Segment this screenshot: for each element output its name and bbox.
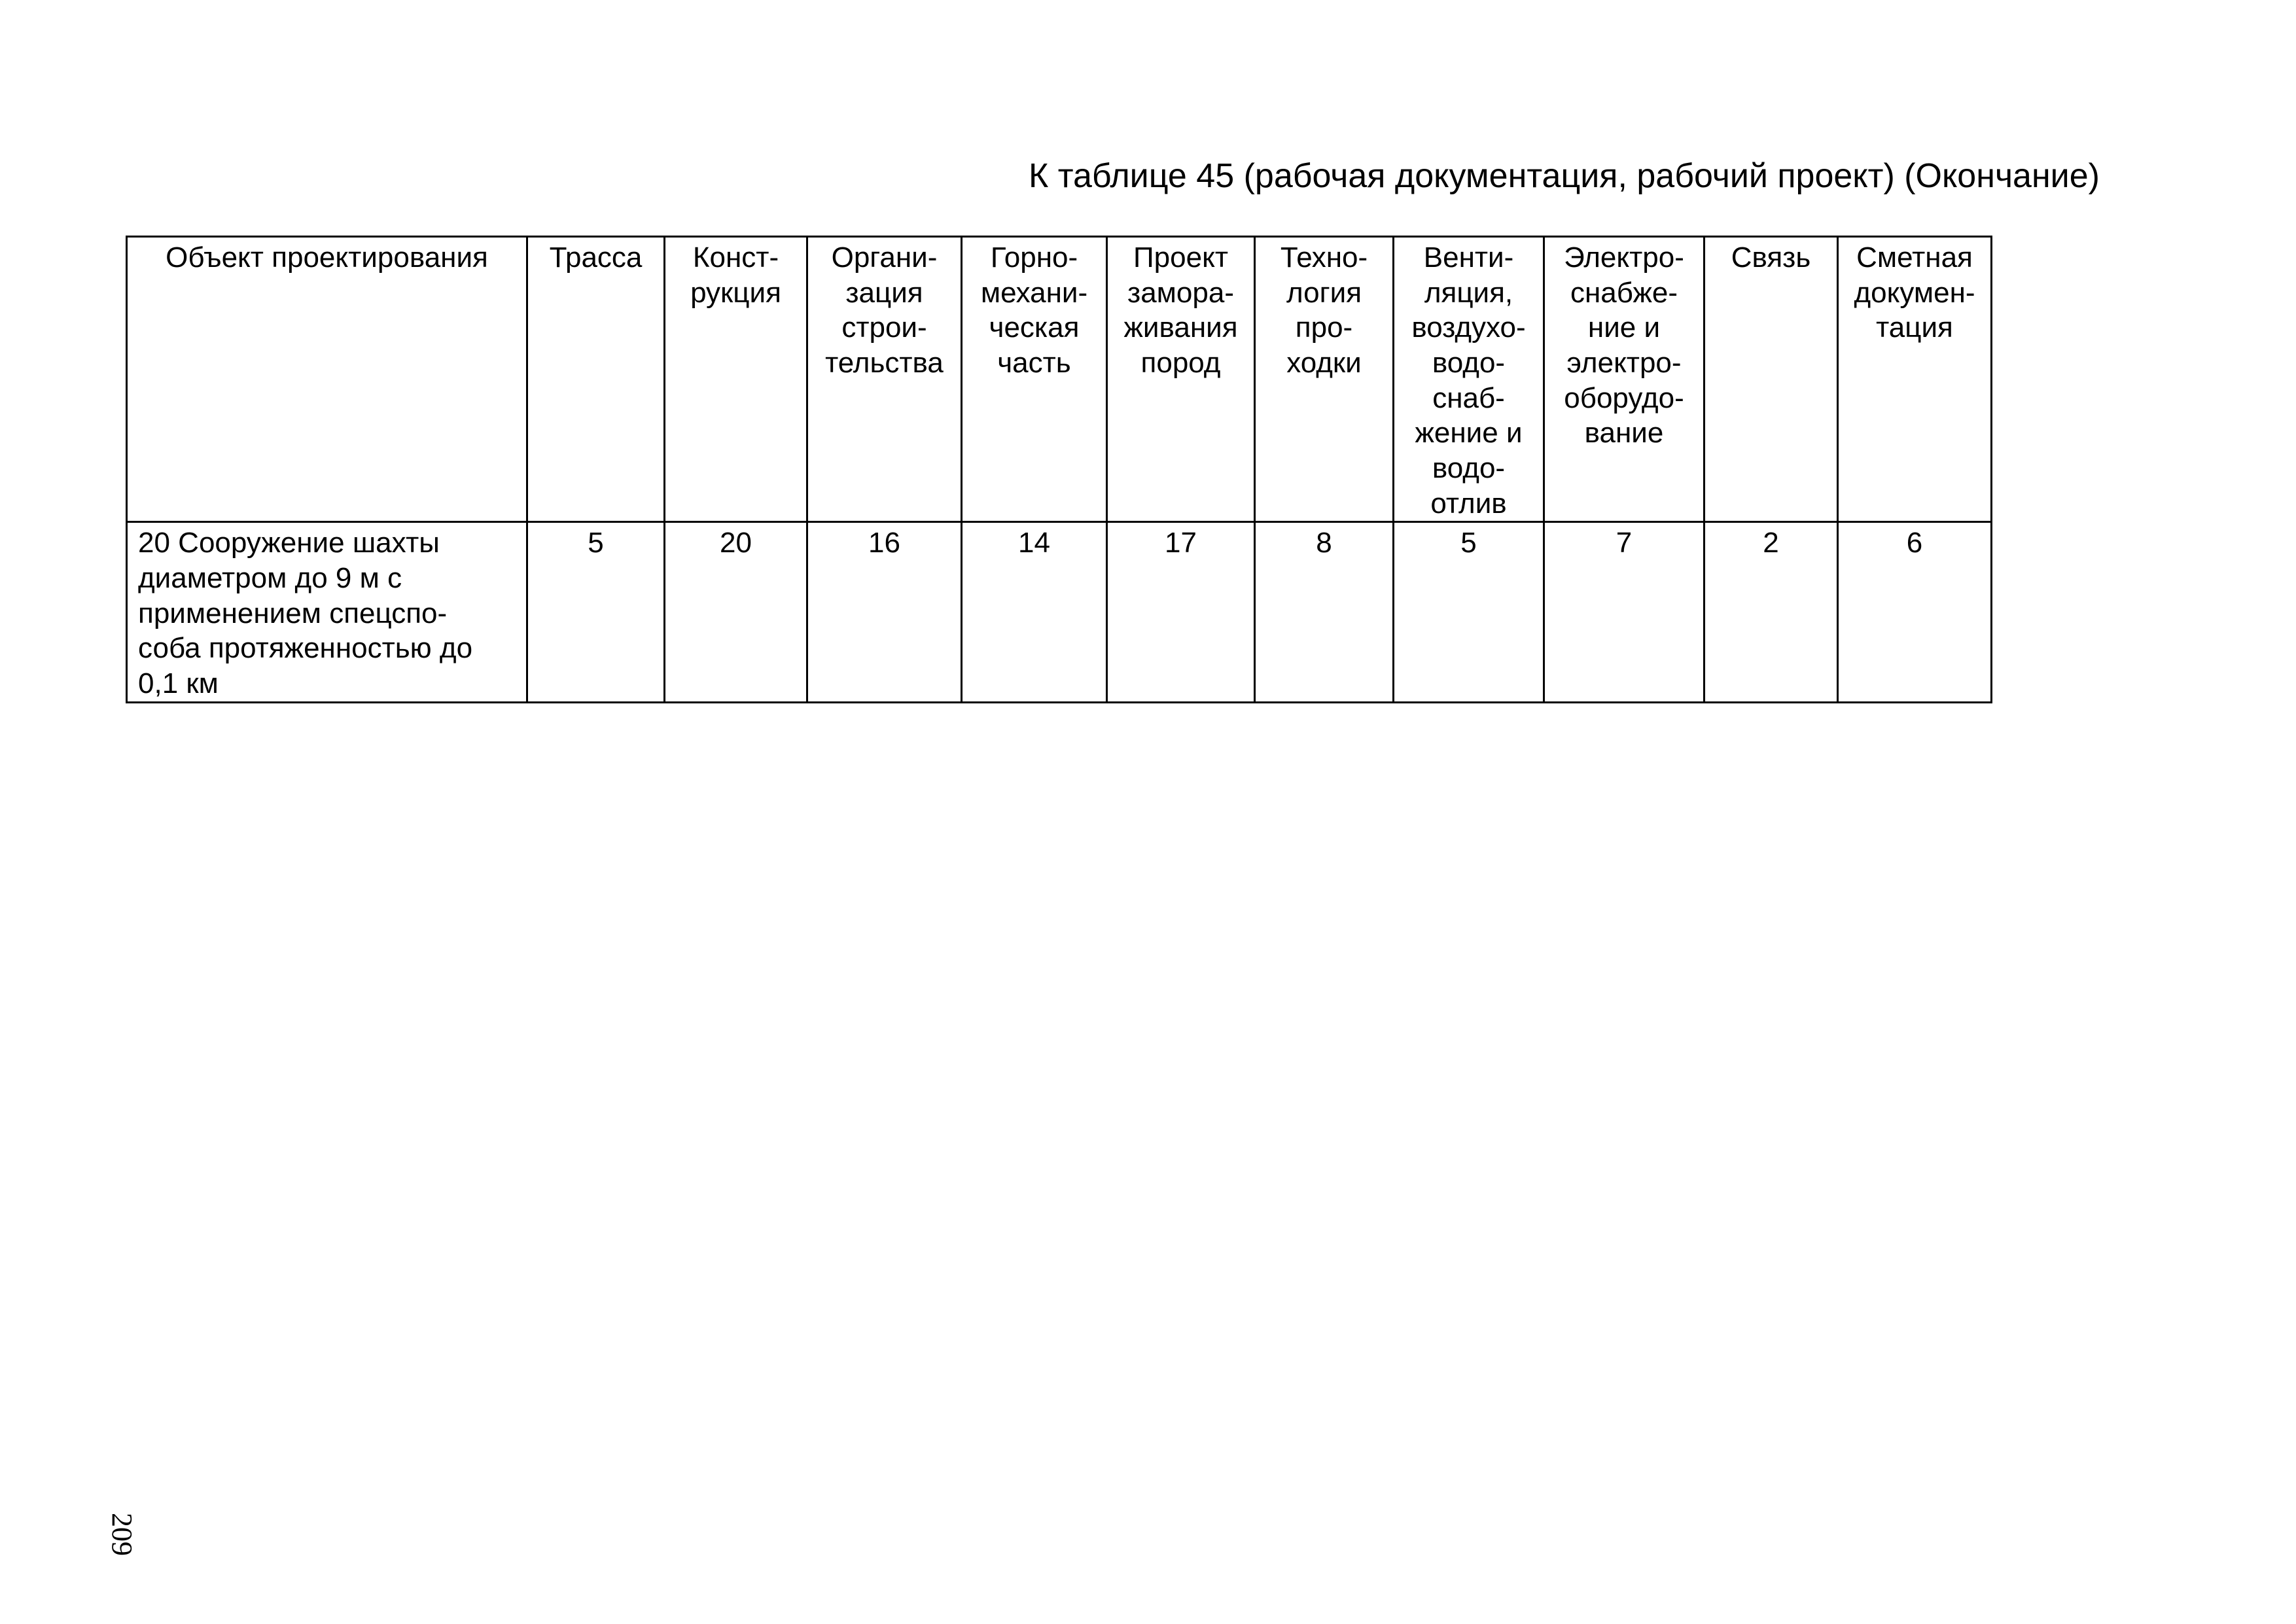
header-cell-estimates: Сметная докумен- тация [1838,237,1992,522]
header-cell-route: Трасса [527,237,665,522]
value-cell-construction: 20 [665,522,807,702]
header-cell-construction-organization: Органи- зация строи- тельства [807,237,962,522]
value-cell-ground-freezing: 17 [1107,522,1255,702]
header-cell-ventilation: Венти- ляция, воздухо- водо- снаб- жение и водо- отлив [1394,237,1544,522]
design-work-table [126,236,1992,703]
table-row [127,522,1992,702]
page-number: 209 [106,1513,138,1556]
header-cell-power-supply: Электро- снабже- ние и электро- оборудо- вание [1544,237,1704,522]
header-cell-construction: Конст- рукция [665,237,807,522]
row-object-cell: 20 Сооружение шахты диаметром до 9 м с применением спецспо- соба протяженностью до 0,1 км [127,522,527,702]
header-cell-ground-freezing: Проект замора- живания пород [1107,237,1255,522]
value-cell-power-supply: 7 [1544,522,1704,702]
header-cell-tunneling-technology: Техно- логия про- ходки [1255,237,1394,522]
value-cell-mining-mechanical: 14 [962,522,1107,702]
header-cell-mining-mechanical: Горно- механи- ческая часть [962,237,1107,522]
value-cell-ventilation: 5 [1394,522,1544,702]
value-cell-estimates: 6 [1838,522,1992,702]
header-cell-object: Объект проектирования [127,237,527,522]
table-caption: К таблице 45 (рабочая документация, рабочий проект) (Окончание) [1029,157,2100,195]
header-row [127,237,1992,522]
value-cell-construction-organization: 16 [807,522,962,702]
value-cell-communications: 2 [1704,522,1838,702]
value-cell-tunneling-technology: 8 [1255,522,1394,702]
value-cell-route: 5 [527,522,665,702]
header-cell-communications: Связь [1704,237,1838,522]
